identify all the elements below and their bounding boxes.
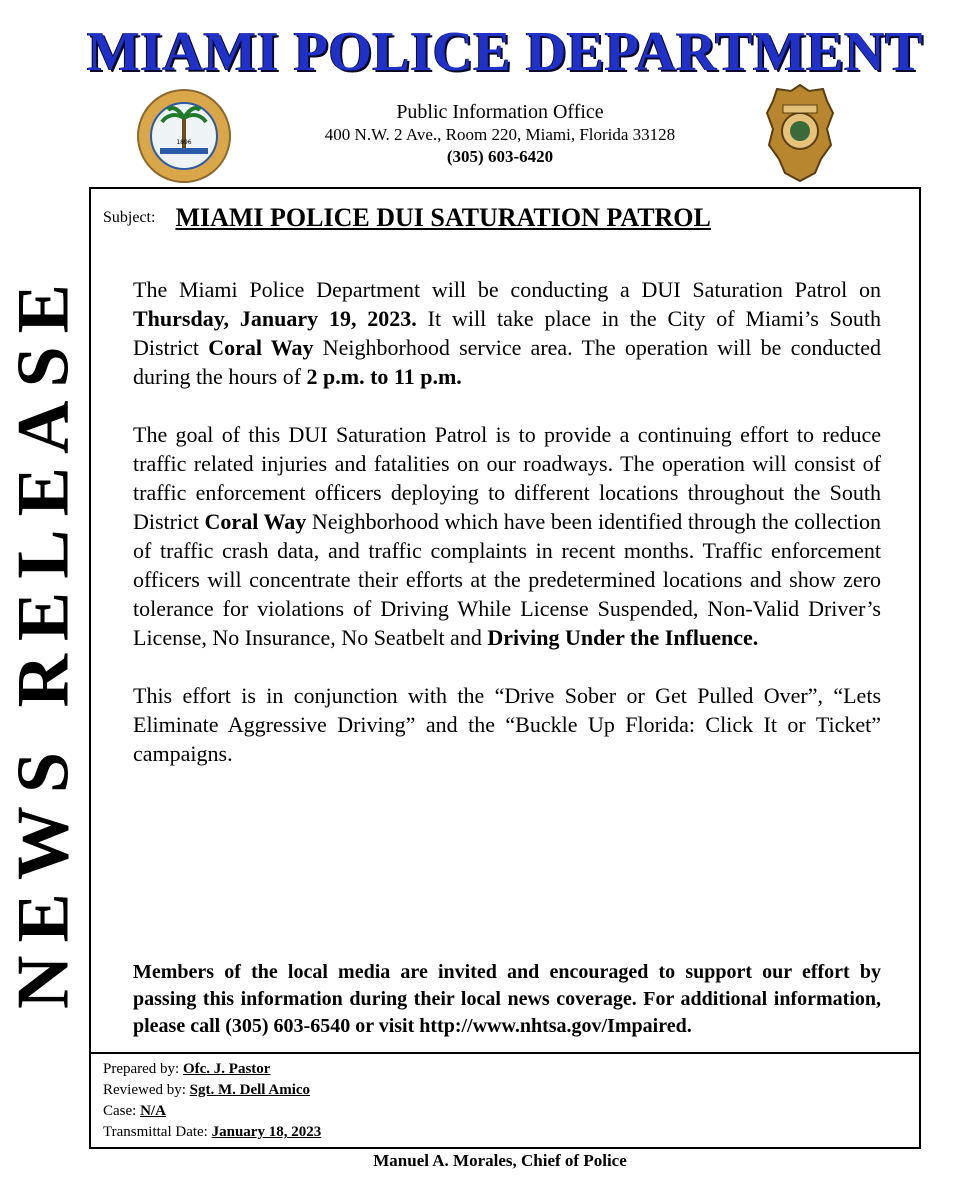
date-highlight: Thursday, January 19, 2023. bbox=[133, 306, 417, 331]
subject-title: MIAMI POLICE DUI SATURATION PATROL bbox=[175, 203, 711, 232]
city-seal-logo bbox=[136, 88, 232, 184]
news-release-banner bbox=[0, 0, 85, 1200]
paragraph-campaigns: This effort is in conjunction with the “Drive Sober or Get Pulled Over”, “Lets Eliminate Aggressive Driving” and the “Buckle Up Florida: Click It or Ticket” campaigns. bbox=[133, 683, 881, 766]
office-address: 400 N.W. 2 Ave., Room 220, Miami, Florida 33128 bbox=[324, 125, 676, 144]
news-release-text: NEWS RELEASE bbox=[2, 271, 85, 1009]
office-phone: (305) 603-6420 bbox=[446, 147, 554, 166]
dui-highlight: Driving Under the Influence. bbox=[487, 625, 759, 650]
release-body-box bbox=[89, 187, 921, 1149]
paragraph-schedule: The Miami Police Department will be conducting a DUI Saturation Patrol on Thursday, January 19, 2023. It will take place in the City of Miami’s South District Coral Way Neighborhood service area. The operation will be conducted during the hours of 2 p.m. to 11 p.m. bbox=[133, 277, 882, 389]
reviewed-by-value: Sgt. M. Dell Amico bbox=[189, 1082, 311, 1098]
paragraph-goal: The goal of this DUI Saturation Patrol is to provide a continuing effort to reduce traffic related injuries and fatalities on our roadways. The operation will consist of traffic enforcement officers deploying to different locations throughout the South District Coral Way Neighborhood which have been identified through the collection of traffic crash data, and traffic complaints in recent months. Traffic enforcement officers will concentrate their efforts at the predetermined locations and show zero tolerance for violations of Driving While License Suspended, Non-Valid Driver’s License, No Insurance, No Seatbelt and Driving Under the Influence. bbox=[133, 422, 881, 650]
transmittal-date-row: Transmittal Date: January 18, 2023 bbox=[103, 1124, 322, 1140]
office-name: Public Information Office bbox=[396, 101, 604, 123]
transmittal-date-value: January 18, 2023 bbox=[211, 1124, 322, 1140]
subject-row bbox=[103, 203, 711, 233]
svg-text:1896: 1896 bbox=[176, 139, 192, 146]
area-highlight-2: Coral Way bbox=[204, 509, 307, 534]
prepared-by-row: Prepared by: Ofc. J. Pastor bbox=[103, 1061, 271, 1077]
reviewed-by-row: Reviewed by: Sgt. M. Dell Amico bbox=[103, 1082, 311, 1098]
release-footer bbox=[103, 1059, 321, 1143]
office-info bbox=[250, 100, 750, 168]
footer-divider bbox=[91, 1052, 919, 1054]
release-body bbox=[133, 275, 881, 797]
prepared-by-value: Ofc. J. Pastor bbox=[182, 1061, 271, 1077]
chief-of-police: Manuel A. Morales, Chief of Police bbox=[373, 1151, 627, 1170]
case-value: N/A bbox=[140, 1103, 166, 1119]
hours-highlight: 2 p.m. to 11 p.m. bbox=[306, 364, 462, 389]
case-row: Case: N/A bbox=[103, 1103, 166, 1119]
department-title: MIAMI POLICE DEPARTMENT bbox=[86, 21, 924, 83]
area-highlight: Coral Way bbox=[208, 335, 314, 360]
subject-label: Subject: bbox=[103, 209, 156, 226]
media-invitation: Members of the local media are invited and encouraged to support our effort by passing this information during their local news coverage. For additional information, please call (305) 603-6540 or visit http://www.nhtsa.gov/Impaired. bbox=[133, 961, 881, 1037]
police-badge-logo bbox=[765, 83, 835, 183]
